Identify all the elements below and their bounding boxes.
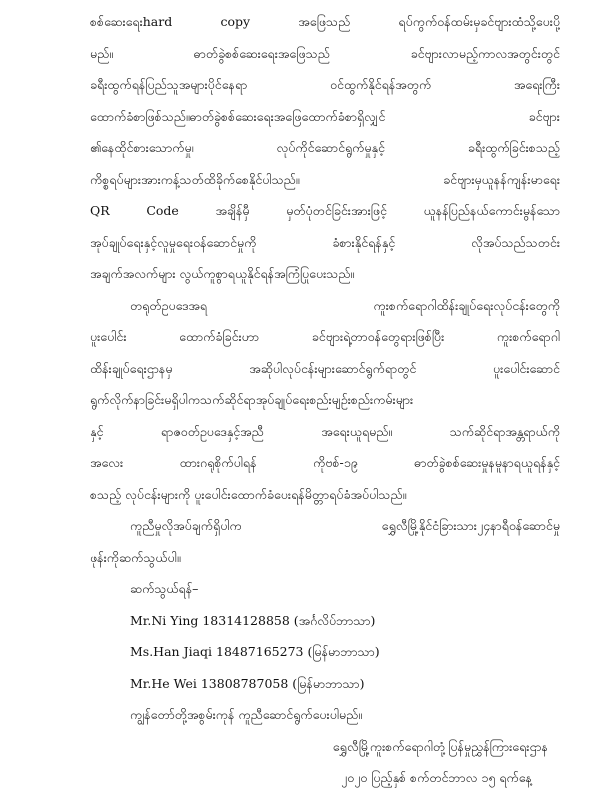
contact-entry: Ms.Han Jiaqi 18487165273 (မြန်မာဘာသာ)	[130, 644, 380, 659]
text-line: ၏နေထိုင်စားသောက်မှု၊ လုပ်ကိုင်ဆောင်ရွက်မှုနှင့် ခရီးထွက်ခြင်းစသည့်	[90, 140, 560, 155]
text-line: တရုတ်ဥပဒေအရ ကူးစက်ရောဂါထိန်းချုပ်ရေးလုပ်ငန်းတွေကို	[130, 297, 560, 313]
paragraph-hotline	[90, 510, 560, 573]
text-line: QR Code အချိန်မှီ မှတ်ပုံတင်ခြင်းအားဖြင့် ယူနန်ပြည်နယ်ကောင်းမွန်သော	[90, 203, 560, 218]
text-line: ရွက်လိုက်နာခြင်းမရှိပါကသက်ဆိုင်ရာအုပ်ချုပ်ရေးစည်းမျဉ်းစည်းကမ်းများ	[90, 392, 414, 407]
contact-heading: ဆက်သွယ်ရန်–	[130, 581, 199, 596]
signature-date: ၂၀၂၀ ပြည့်နှစ် စက်တင်ဘာလ ၁၅ ရက်နေ့	[340, 770, 532, 785]
text-line: အချက်အလက်များ လွယ်ကူစွာရယူနိုင်ရန်အကြံပြုပေးသည်။	[90, 266, 355, 281]
signature-office: ရွှေလီမြို့ကူးစက်ရောဂါတုံ့ပြန်မှုညွှန်ကြားရေးဌာန	[332, 738, 548, 754]
closing-line: ကျွန်တော်တို့အစွမ်းကုန် ကူညီဆောင်ရွက်ပေးပါမည်။	[130, 707, 363, 722]
text-line: နှင့် ရာဇဝတ်ဥပဒေနှင့်အညီ အရေးယူရမည်။ သက်ဆိုင်ရာအန္တရာယ်ကို	[90, 423, 560, 439]
text-line: စစ်ဆေးရေးhard copy အဖြေသည် ရပ်ကွက်ဝန်ထမ်းမှခင်ဗျားထံသို့ပေးပို့	[90, 14, 560, 29]
paragraph-legal-notice	[90, 290, 560, 511]
paragraph-results-notice	[90, 6, 560, 290]
text-line: စသည့် လုပ်ငန်းများကို ပူးပေါင်းထောက်ခံပေးရန်မိတ္တာရပ်ခံအပ်ပါသည်။	[90, 486, 407, 502]
contact-entry: Mr.Ni Ying 18314128858 (အင်္ဂလိပ်ဘာသာ)	[130, 612, 376, 628]
contact-entry: Mr.He Wei 13808787058 (မြန်မာဘာသာ)	[130, 675, 365, 691]
text-line: မည်။ ဓာတ်ခွဲစစ်ဆေးရေးအဖြေသည် ခင်ဗျားလာမည့်ကာလအတွင်းတွင်	[90, 45, 560, 61]
contact-list	[90, 605, 560, 700]
text-line: အုပ်ချုပ်ရေးနှင့်လူမှုရေးဝန်ဆောင်မှုကို ခံစားနိုင်ရန်နှင့် လိုအပ်သည်သတင်း	[90, 234, 560, 250]
text-line: ထိန်းချုပ်ရေးဌာနမှ အဆိုပါလုပ်ငန်းများဆောင်ရွက်ရာတွင် ပူးပေါင်းဆောင်	[90, 360, 560, 376]
text-line: ဖုန်းကိုဆက်သွယ်ပါ။	[90, 549, 181, 565]
text-line: ထောက်ခံစာဖြစ်သည်။ဓာတ်ခွဲစစ်ဆေးရေးအဖြေထောက်ခံစာရှိလျှင် ခင်ဗျား	[90, 108, 560, 124]
text-line: ကူညီမှုလိုအပ်ချက်ရှိပါက ရွှေလီမြို့နိုင်ငံခြားသား၂၄နာရီဝန်ဆောင်မှု	[130, 518, 560, 533]
text-line: ကိစ္စရပ်များအားကန့်သတ်ထိခိုက်စေနိုင်ပါသည်။ ခင်ဗျားမှယူနန်ကျန်းမာရေး	[90, 171, 560, 187]
text-line: ပူးပေါင်း ထောက်ခံခြင်းဟာ ခင်ဗျားရဲ့တာဝန်တွေရားဖြစ်ပြီး ကူးစက်ရောဂါ	[90, 329, 560, 344]
text-line: အလေး ထားဂရုစိုက်ပါရန် ကိုဗစ်-၁၉ ဓာတ်ခွဲစစ်ဆေးမှုနမူနာရယူရန်နှင့်	[90, 455, 560, 470]
text-line: ခရီးထွက်ရန်ပြည်သူအများပိုင်နေရာ ဝင်ထွက်နိုင်ရန်အတွက် အရေးကြီး	[90, 77, 560, 92]
